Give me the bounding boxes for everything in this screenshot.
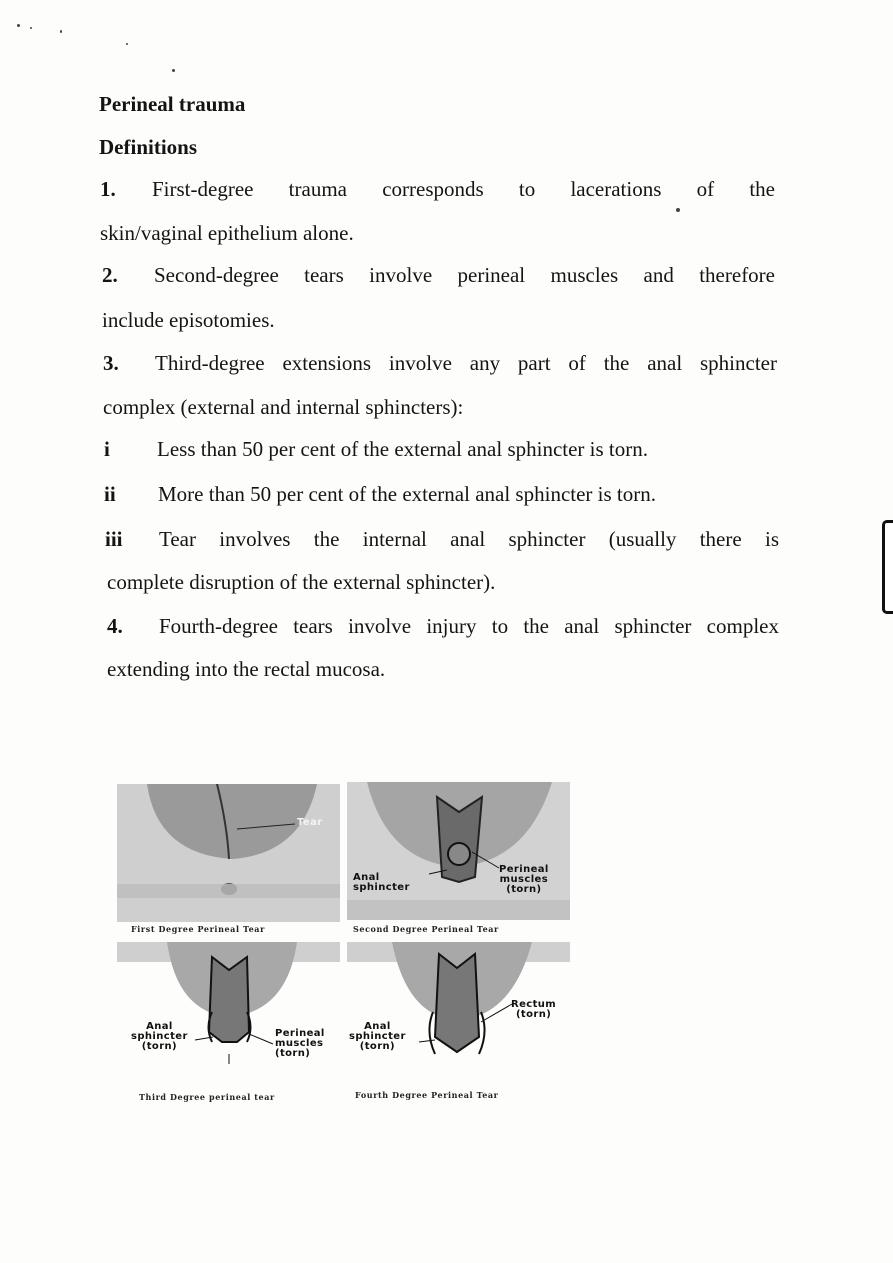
scan-speck [172, 69, 175, 72]
scan-speck [676, 208, 680, 212]
third-degree-panel [117, 942, 340, 1072]
anal-sphincter-torn-label: Anal sphincter (torn) [349, 1021, 406, 1052]
second-degree-illustration [347, 782, 570, 920]
perineal-tear-figure [117, 780, 577, 1110]
first-degree-panel [117, 784, 340, 922]
list-number: 1. [100, 177, 116, 201]
list-item-1-line2: skin/vaginal epithelium alone. [100, 221, 354, 245]
anal-sphincter-torn-label: Anal sphincter (torn) [131, 1021, 188, 1052]
binder-clip [882, 520, 893, 614]
list-number: 3. [103, 351, 119, 375]
second-degree-panel [347, 782, 570, 920]
perineal-muscles-torn-label: Perineal muscles (torn) [275, 1028, 325, 1059]
list-item-4-line1: 4. Fourth-degree tears involve injury to the anal sphincter complex [107, 614, 779, 638]
sub-item-ii: ii More than 50 per cent of the external anal sphincter is torn. [104, 482, 656, 506]
fourth-degree-panel [347, 942, 570, 1072]
list-number: iii [105, 527, 123, 551]
second-degree-caption: Second Degree Perineal Tear [353, 924, 499, 934]
scan-speck [60, 30, 62, 33]
third-degree-caption: Third Degree perineal tear [139, 1092, 275, 1102]
anal-sphincter-label: Anal sphincter [353, 872, 410, 893]
sub-item-iii-line2: complete disruption of the external sphincter). [107, 570, 496, 594]
tear-label: Tear [297, 817, 323, 828]
list-item-1-line1: 1. First-degree trauma corresponds to lacerations of the [100, 177, 775, 201]
list-number: 4. [107, 614, 123, 638]
first-degree-illustration [117, 784, 340, 922]
list-number: i [104, 437, 110, 461]
sub-item-i: i Less than 50 per cent of the external anal sphincter is torn. [104, 437, 648, 461]
list-item-2-line1: 2. Second-degree tears involve perineal muscles and therefore [102, 263, 775, 287]
scan-speck [126, 43, 128, 45]
sub-item-iii-line1: iii Tear involves the internal anal sphincter (usually there is [105, 527, 779, 551]
rectum-torn-label: Rectum (torn) [511, 999, 557, 1020]
fourth-degree-caption: Fourth Degree Perineal Tear [355, 1090, 499, 1100]
list-item-2-line2: include episotomies. [102, 308, 275, 332]
list-item-3-line1: 3. Third-degree extensions involve any part of the anal sphincter [103, 351, 777, 375]
list-number: 2. [102, 263, 118, 287]
list-item-4-line2: extending into the rectal mucosa. [107, 657, 386, 681]
page-title: Perineal trauma [99, 92, 246, 116]
scan-speck [30, 27, 32, 29]
list-item-3-line2: complex (external and internal sphincters): [103, 395, 464, 419]
list-number: ii [104, 482, 116, 506]
first-degree-caption: First Degree Perineal Tear [131, 924, 265, 934]
scan-speck [17, 24, 20, 27]
perineal-muscles-label: Perineal muscles (torn) [499, 864, 549, 895]
section-heading: Definitions [99, 135, 198, 159]
